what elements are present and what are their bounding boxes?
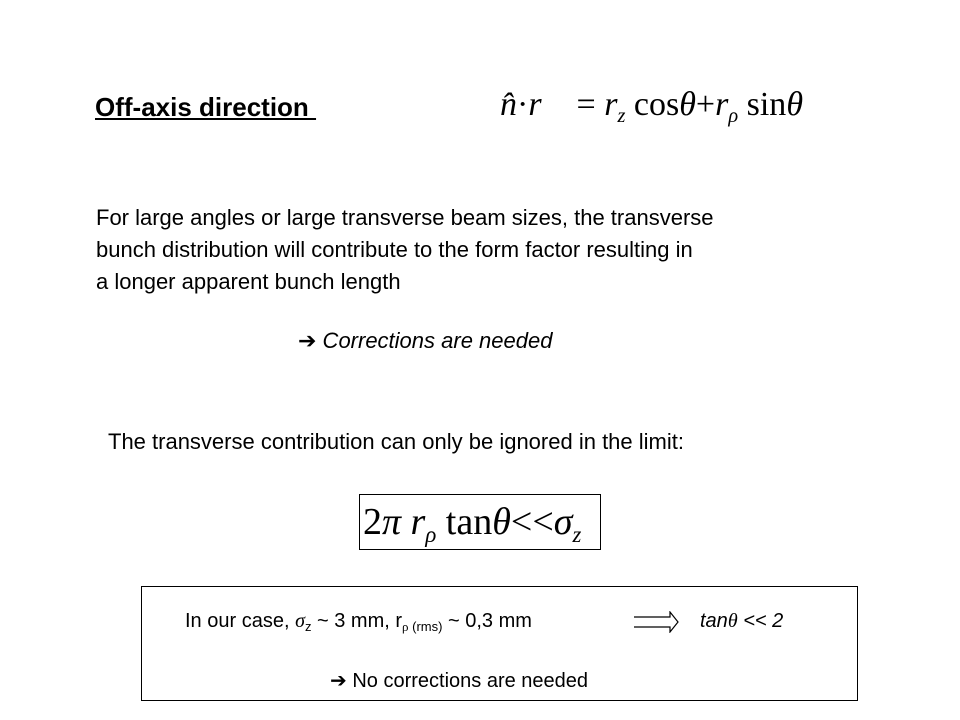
pi-symbol: π: [382, 501, 402, 543]
our-case-values: [185, 610, 532, 635]
r-rho-symbol: r: [715, 86, 729, 123]
implies-arrow-icon: [632, 611, 680, 633]
explanation-paragraph: [96, 202, 896, 298]
r-rho-subscript: ρ: [425, 521, 437, 547]
r-vector-symbol: r⃗: [528, 86, 569, 123]
theta-symbol-1: θ: [679, 86, 696, 123]
right-arrow-icon: ➔: [298, 328, 317, 353]
dot-operator: ·: [517, 86, 529, 123]
tan-value: << 2: [737, 610, 784, 632]
tan-function: tan: [445, 501, 493, 543]
right-arrow-icon: ➔: [330, 670, 347, 692]
case-prefix: In our case,: [185, 610, 296, 632]
r-z-symbol: r: [604, 86, 618, 123]
equals-sign: =: [576, 86, 596, 123]
paragraph-line-1: For large angles or large transverse beam sizes, the transverse: [96, 205, 714, 230]
paragraph-line-2: bunch distribution will contribute to the form factor resulting in: [96, 237, 693, 262]
tan-label: tan: [700, 610, 728, 632]
plus-sign: +: [695, 86, 716, 123]
no-corrections-note: [330, 668, 588, 693]
r-rho-subscript: ρ: [728, 105, 739, 128]
coefficient-two: 2: [363, 501, 382, 543]
rho-value: ~ 0,3 mm: [442, 610, 532, 632]
rms-label: (rms): [408, 618, 443, 634]
r-z-subscript: z: [617, 105, 626, 128]
theta-symbol: θ: [492, 501, 511, 543]
theta-symbol-2: θ: [786, 86, 804, 123]
sin-function: sin: [746, 86, 787, 123]
page-title: Off-axis direction: [95, 92, 317, 122]
sigma-subscript: z: [572, 521, 582, 547]
rho-subscript: ρ: [402, 618, 409, 634]
sigma-symbol: σ: [553, 501, 573, 543]
limit-statement: The transverse contribution can only be ignored in the limit:: [108, 429, 684, 454]
theta-symbol: θ: [727, 610, 738, 632]
sigma-value: ~ 3 mm, r: [311, 610, 403, 632]
tan-result: [700, 610, 783, 633]
off-axis-equation: [500, 86, 803, 128]
no-corrections-text: No corrections are needed: [346, 670, 589, 692]
corrections-needed-text: Corrections are needed: [316, 328, 553, 353]
cos-function: cos: [633, 86, 680, 123]
sigma-subscript: z: [304, 618, 312, 634]
n-hat-symbol: n̂: [500, 86, 517, 123]
paragraph-line-3: a longer apparent bunch length: [96, 269, 401, 294]
much-less-than: <<: [510, 501, 554, 543]
sigma-symbol: σ: [295, 610, 305, 632]
corrections-needed-note: [298, 328, 552, 354]
limit-equation: [363, 498, 581, 559]
r-rho-symbol: r: [410, 501, 426, 543]
